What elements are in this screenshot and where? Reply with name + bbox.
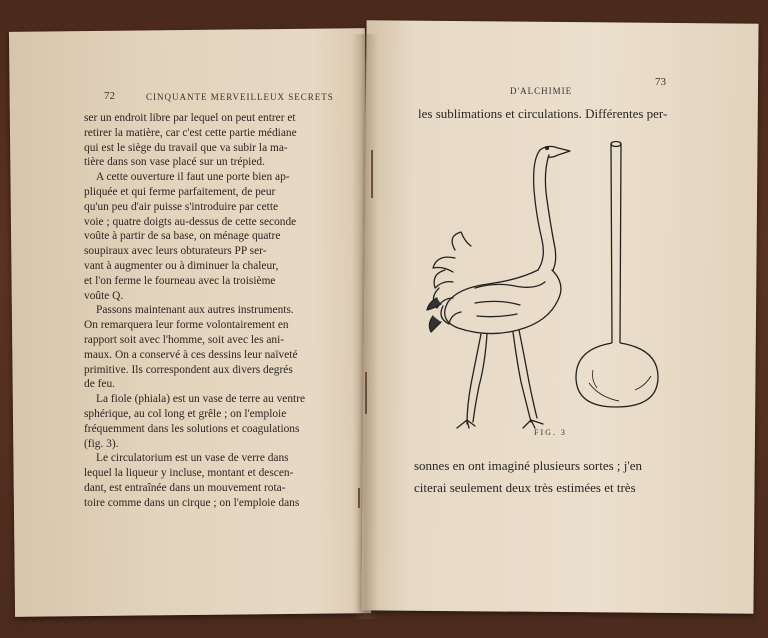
left-text-line: toire comme dans un cirque ; on l'emploie dans [84,496,300,509]
left-text-line: ser un endroit libre par lequel on peut entrer et [84,112,296,124]
left-running-head: CINQUANTE MERVEILLEUX SECRETS [146,92,334,102]
left-text-line: (fig. 3). [84,437,119,450]
left-text-line: tière dans son vase placé sur un trépied. [84,156,265,169]
left-text-line: pliquée et qui ferme parfaitement, de peur [84,185,276,198]
left-text-line: maux. On a conservé à ces dessins leur naïveté [84,348,298,361]
figure-caption: FIG. 3 [534,428,567,437]
left-text-line: fréquemment dans les solutions et coagulations [84,422,300,435]
binding-stitch [371,150,373,198]
left-text-line: vant à augmenter ou à diminuer la chaleur, [84,259,279,272]
binding-stitch [365,372,367,414]
right-top-line: les sublimations et circulations. Différentes per- [418,106,668,121]
left-text-line: sphérique, au col long et grêle ; on l'emploie [84,407,287,420]
left-text-line: qu'un peu d'air puisse s'introduire par cette [84,200,279,213]
ostrich-illustration [415,138,585,428]
right-running-head: D'ALCHIMIE [510,86,573,96]
left-page-text [84,111,336,511]
right-bottom-line-2: citerai seulement deux très estimées et très [414,480,636,495]
left-text-line: qui est le siège du travail que va subir la ma- [84,141,288,154]
left-text-line: voie ; quatre doigts au-dessus de cette seconde [84,215,297,228]
left-text-line: rapport soit avec l'homme, soit avec les ani- [84,333,285,346]
left-text-line: soupiraux avec leurs obturateurs PP ser- [84,245,267,258]
left-text-line: voûte Q. [84,289,124,302]
left-text-line: La fiole (phiala) est un vase de terre au ventre [96,393,306,406]
left-text-line: retirer la matière, car c'est cette partie médiane [84,126,297,139]
left-text-line: A cette ouverture il faut une porte bien ap- [96,171,290,184]
left-text-line: On remarquera leur forme volontairement en [84,319,289,332]
left-text-line: lequel la liqueur y incluse, montant et descen- [84,467,294,480]
binding-stitch [358,488,360,508]
phiala-flask-illustration [575,138,665,410]
right-bottom-line-1: sonnes en ont imaginé plusieurs sortes ; j'en [414,458,643,473]
left-page-number: 72 [104,90,115,102]
left-text-line: voûte à partir de sa base, on ménage quatre [84,230,281,243]
left-text-line: primitive. Ils correspondent aux divers degrés [84,363,293,376]
left-text-line: Passons maintenant aux autres instruments. [96,304,294,317]
book-gutter [352,34,378,619]
left-text-line: dant, est entraînée dans un mouvement rota- [84,481,286,494]
left-text-line: et l'on ferme le fourneau avec la troisième [84,274,276,287]
left-text-line: de feu. [84,378,115,391]
right-page-number: 73 [655,76,666,88]
left-text-line: Le circulatorium est un vase de verre dans [96,452,289,465]
